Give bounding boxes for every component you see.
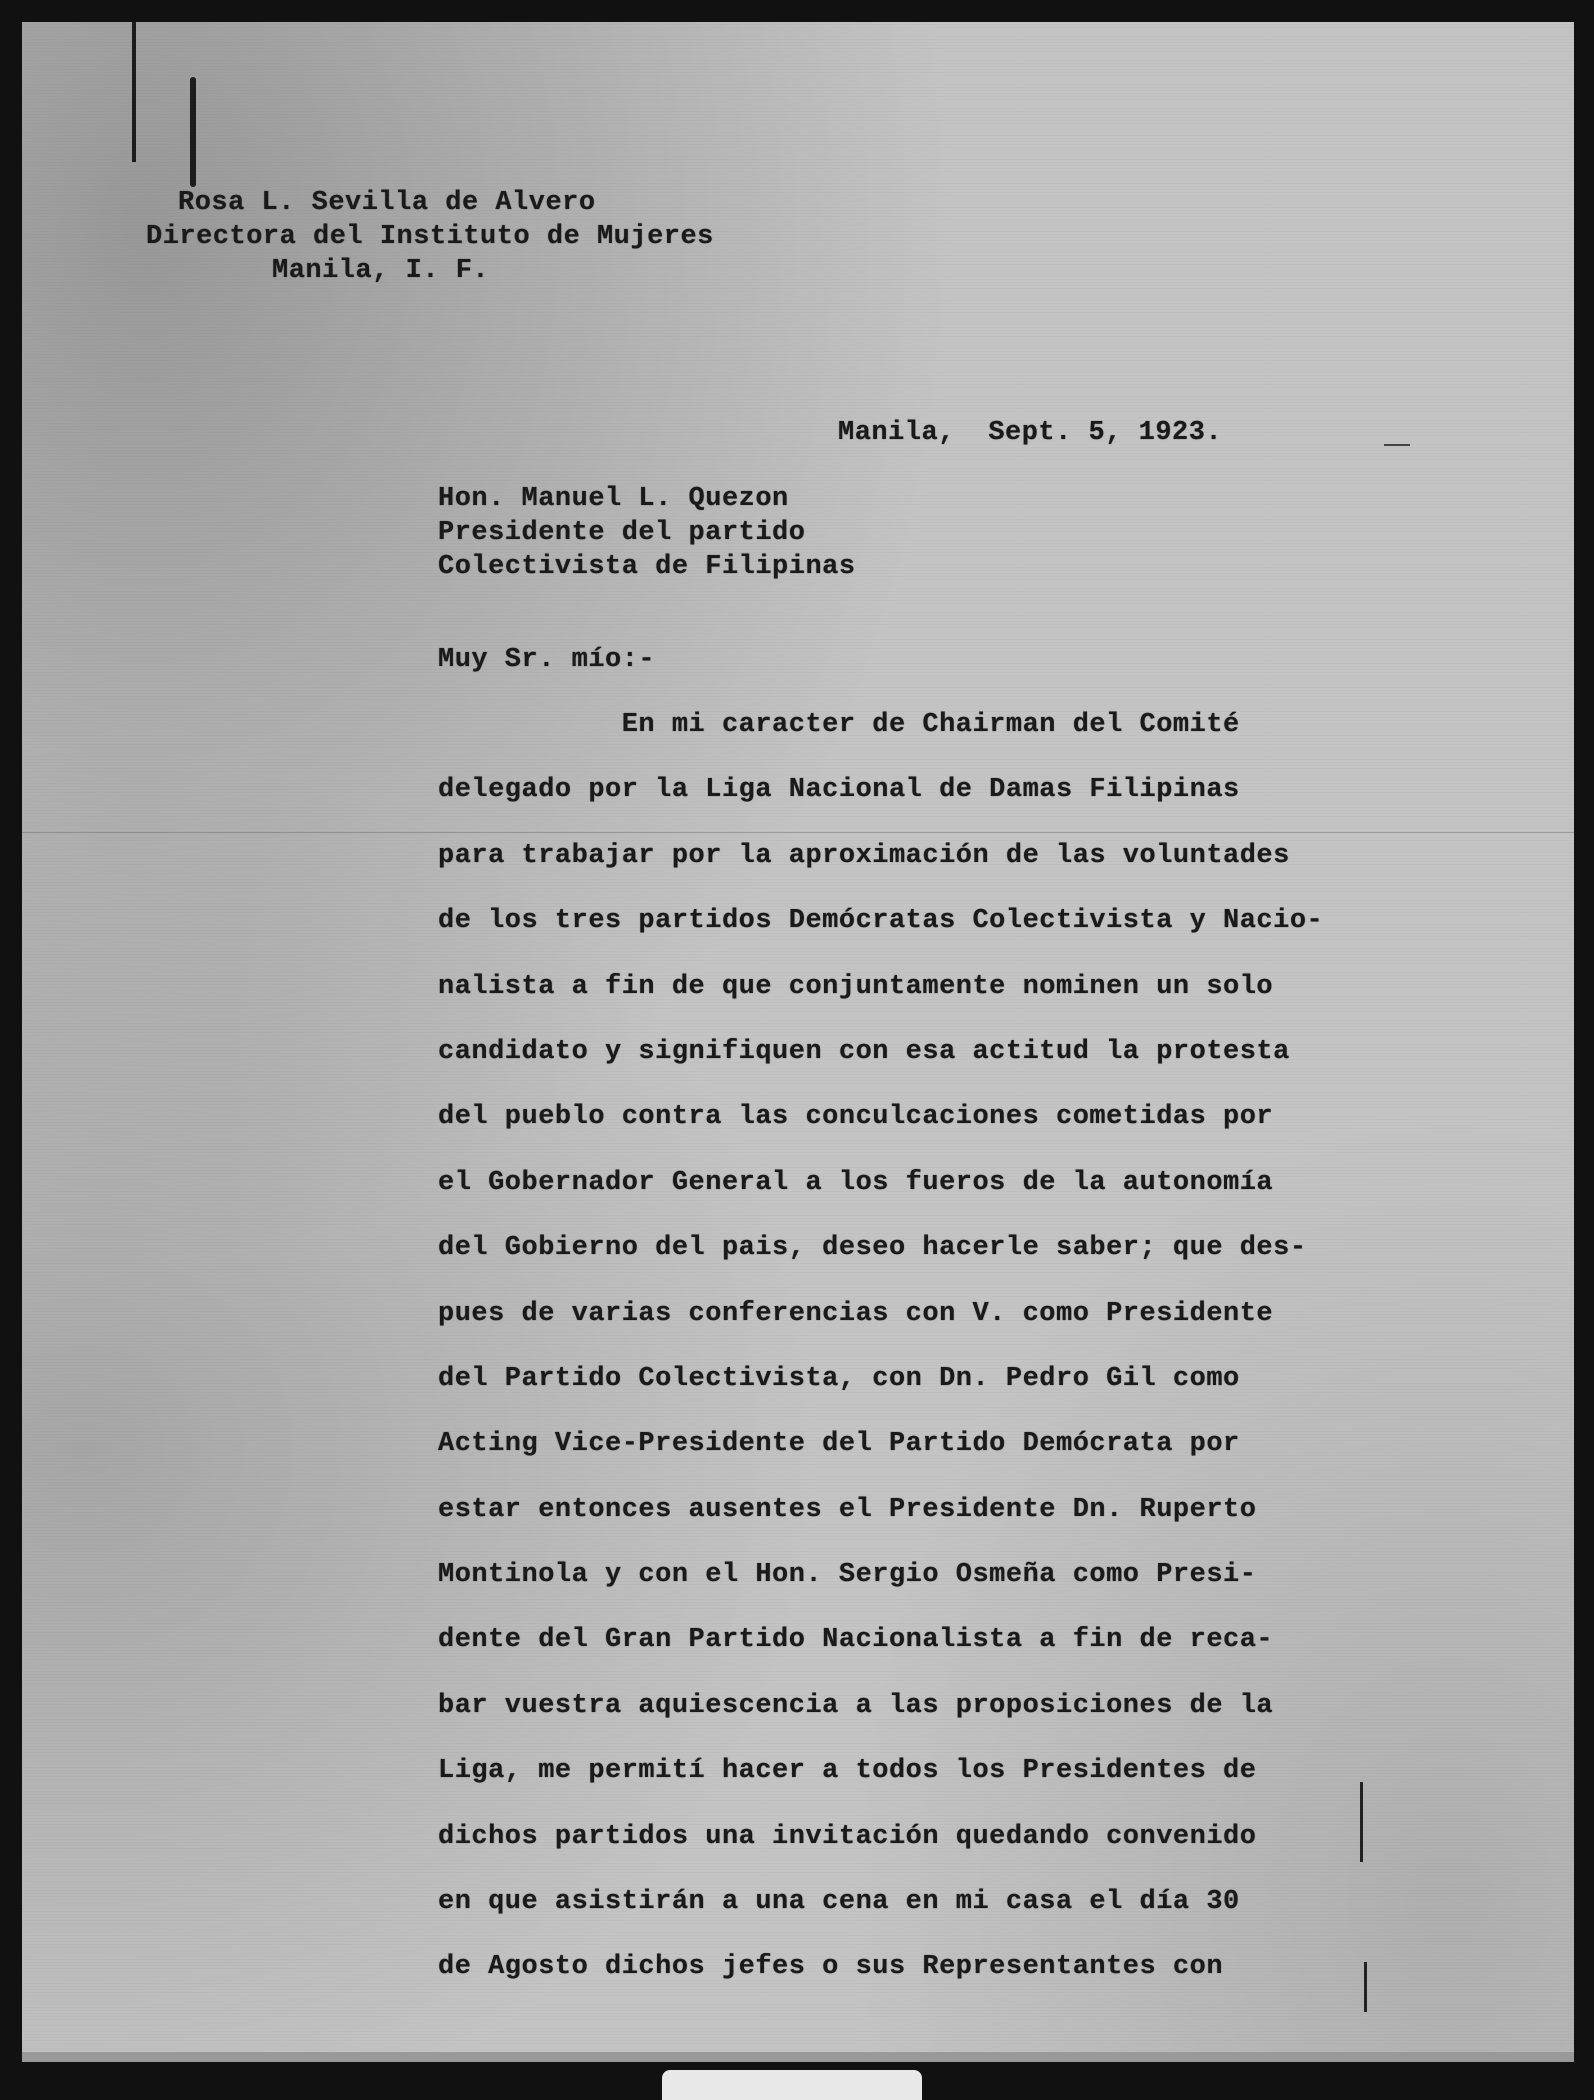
body-line: dichos partidos una invitación quedando convenido xyxy=(438,1821,1257,1852)
body-line: En mi caracter de Chairman del Comité xyxy=(438,710,1240,740)
salutation: Muy Sr. mío:- xyxy=(438,645,656,675)
sender-title: Directora del Instituto de Mujeres xyxy=(146,222,714,252)
body-line: Montinola y con el Hon. Sergio Osmeña como Presi- xyxy=(438,1560,1257,1591)
film-edge-mark xyxy=(132,22,136,162)
page-bottom-edge xyxy=(22,2052,1574,2062)
date-line: Manila, Sept. 5, 1923. xyxy=(838,418,1223,448)
body-line: nalista a fin de que conjuntamente nominen un solo xyxy=(438,971,1274,1002)
letter-body xyxy=(438,708,1438,2016)
scan-holder-tab xyxy=(662,2070,922,2100)
body-line: de Agosto dichos jefes o sus Representantes con xyxy=(438,1952,1224,1983)
body-line: dente del Gran Partido Nacionalista a fin de reca- xyxy=(438,1625,1274,1656)
recipient-title: Presidente del partido xyxy=(438,518,806,548)
body-line: bar vuestra aquiescencia a las proposiciones de la xyxy=(438,1690,1274,1721)
recipient-name: Hon. Manuel L. Quezon xyxy=(438,484,789,514)
body-line: Acting Vice-Presidente del Partido Demócrata por xyxy=(438,1429,1240,1460)
body-line: en que asistirán a una cena en mi casa el día 30 xyxy=(438,1887,1240,1918)
body-line: del pueblo contra las conculcaciones cometidas por xyxy=(438,1102,1274,1133)
body-line: delegado por la Liga Nacional de Damas Filipinas xyxy=(438,775,1240,806)
sender-name: Rosa L. Sevilla de Alvero xyxy=(178,188,596,218)
body-line: el Gobernador General a los fueros de la autonomía xyxy=(438,1167,1274,1198)
body-line: candidato y signifiquen con esa actitud la protesta xyxy=(438,1036,1290,1067)
sender-location: Manila, I. F. xyxy=(272,256,490,286)
body-line: de los tres partidos Demócratas Colectivista y Nacio- xyxy=(438,906,1324,937)
body-line: del Gobierno del pais, deseo hacerle saber; que des- xyxy=(438,1233,1307,1264)
body-line: pues de varias conferencias con V. como Presidente xyxy=(438,1298,1274,1329)
film-edge-mark xyxy=(190,77,196,187)
body-line: para trabajar por la aproximación de las voluntades xyxy=(438,840,1290,871)
body-line: Liga, me permití hacer a todos los Presidentes de xyxy=(438,1756,1257,1787)
recipient-organization: Colectivista de Filipinas xyxy=(438,552,856,582)
margin-mark xyxy=(1384,444,1410,446)
body-line: del Partido Colectivista, con Dn. Pedro Gil como xyxy=(438,1363,1240,1394)
body-line: estar entonces ausentes el Presidente Dn. Ruperto xyxy=(438,1494,1257,1525)
